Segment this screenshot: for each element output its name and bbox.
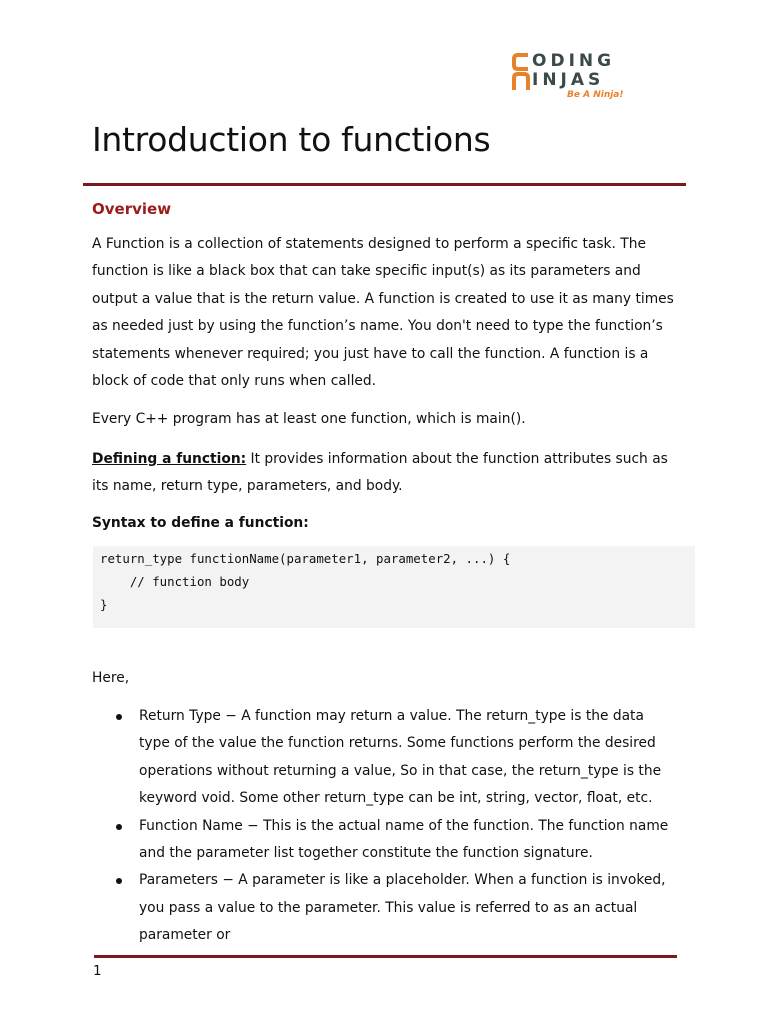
intro-paragraph: A Function is a collection of statements designed to perform a specific task. The function is like a black box that can take specific input(s) as its parameters and output a value that is the return value. A function is created to use it as many times as needed just by using the function’s name. You don't need to type the function’s statements whenever required; you just have to call the function. A function is a block of code that only runs when called. [92,236,674,390]
list-item-text: Parameters − A parameter is like a placeholder. When a function is invoked, you pass a value to the parameter. This value is referred to as an actual parameter or [139,872,666,944]
code-line: return_type functionName(parameter1, parameter2, ...) { [100,551,511,566]
bullet-icon [116,714,122,720]
main-function-paragraph: Every C++ program has at least one function, which is main(). [92,411,526,427]
here-label: Here, [92,670,130,686]
list-item-function-name [116,813,676,868]
logo-tagline: Be A Ninja! [567,90,624,100]
syntax-label: Syntax to define a function: [92,515,309,531]
logo-word-ninjas: INJAS [532,70,605,90]
definition-list [116,703,676,950]
defining-function-paragraph [92,446,682,501]
bullet-icon [116,824,122,830]
coding-ninjas-logo [512,50,630,102]
title-divider [83,183,686,186]
logo-mark-icon [512,52,534,92]
defining-function-text: It provides information about the function attributes such as its name, return type, parameters, and body. [92,451,668,495]
page-number: 1 [93,963,102,979]
list-item-return-type [116,703,676,813]
code-line: // function body [100,574,250,589]
list-item-text: Function Name − This is the actual name of the function. The function name and the parameter list together constitute the function signature. [139,817,669,862]
code-block [93,546,695,628]
page-title: Introduction to functions [92,120,491,159]
list-item-text: Return Type − A function may return a value. The return_type is the data type of the value the function returns. Some functions perform the desired operations without returning a value, So in that case, the return_type is the keyword void. Some other return_type can be int, string, vector, float, etc. [139,708,662,807]
logo-word-coding: ODING [532,51,616,71]
code-line: } [100,597,108,612]
overview-heading: Overview [92,200,172,218]
list-item-parameters [116,867,676,949]
bullet-icon [116,878,122,884]
footer-divider [94,955,677,958]
defining-function-label: Defining a function: [92,451,247,467]
